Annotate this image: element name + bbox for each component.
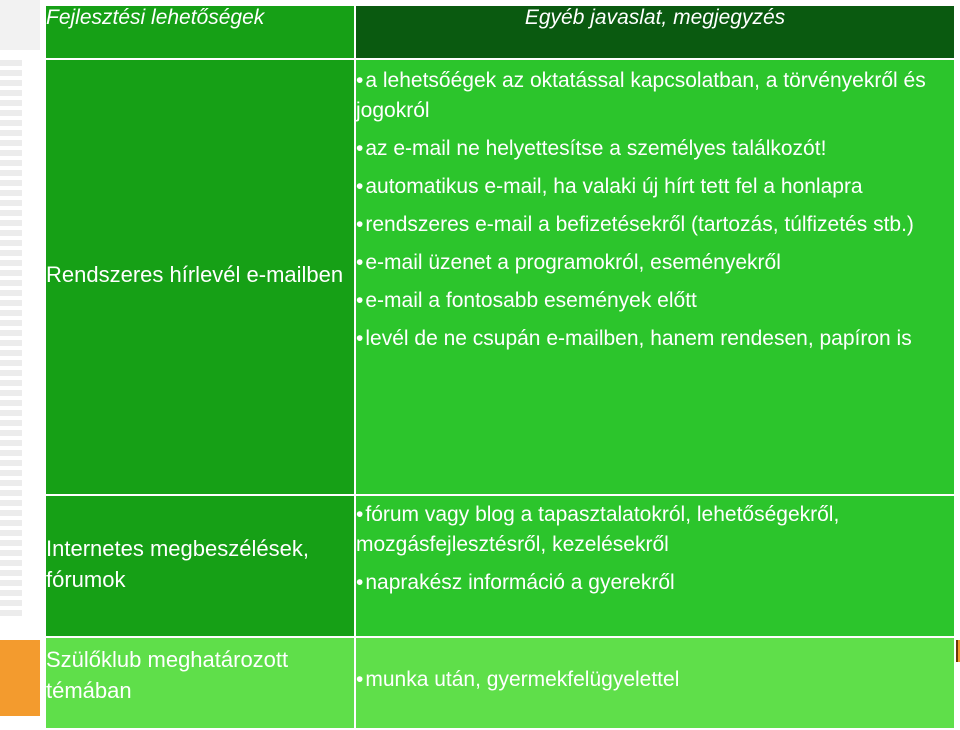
list-item: •e-mail a fontosabb események előtt — [356, 289, 697, 312]
row-label-forums: Internetes megbeszélések, fórumok — [46, 536, 309, 592]
row-label-cell — [45, 637, 355, 729]
list-item: •automatikus e-mail, ha valaki új hírt tett fel a honlapra — [356, 175, 863, 198]
suggestions-table — [44, 4, 956, 730]
row-label-cell — [45, 59, 355, 495]
decorative-top-block — [0, 0, 40, 50]
row-items-cell — [355, 495, 955, 637]
row-label-cell — [45, 495, 355, 637]
row-items-cell — [355, 59, 955, 495]
row-items-cell — [355, 637, 955, 729]
header-other-suggestions: Egyéb javaslat, megjegyzés — [355, 5, 955, 59]
list-item: •levél de ne csupán e-mailben, hanem rendesen, papíron is — [356, 327, 912, 350]
list-item: •a lehetsőégek az oktatással kapcsolatban, a törvényekről és jogokról — [356, 69, 926, 122]
row-label-parent-club: Szülőklub meghatározott témában — [46, 647, 289, 703]
list-item: •fórum vagy blog a tapasztalatokról, lehetőségekről, mozgásfejlesztésről, kezelésekről — [356, 503, 840, 556]
list-item: •munka után, gyermekfelügyelettel — [356, 668, 680, 691]
list-item: •az e-mail ne helyettesítse a személyes találkozót! — [356, 137, 827, 160]
header-development-options: Fejlesztési lehetőségek — [45, 5, 355, 59]
list-item: •rendszeres e-mail a befizetésekről (tartozás, túlfizetés stb.) — [356, 213, 914, 236]
row-label-newsletter: Rendszeres hírlevél e-mailben — [46, 261, 344, 287]
list-item: •e-mail üzenet a programokról, eseményekről — [356, 251, 781, 274]
decorative-orange-block — [0, 640, 40, 716]
decorative-stripes — [0, 60, 22, 620]
list-item: •naprakész információ a gyerekről — [356, 571, 675, 594]
